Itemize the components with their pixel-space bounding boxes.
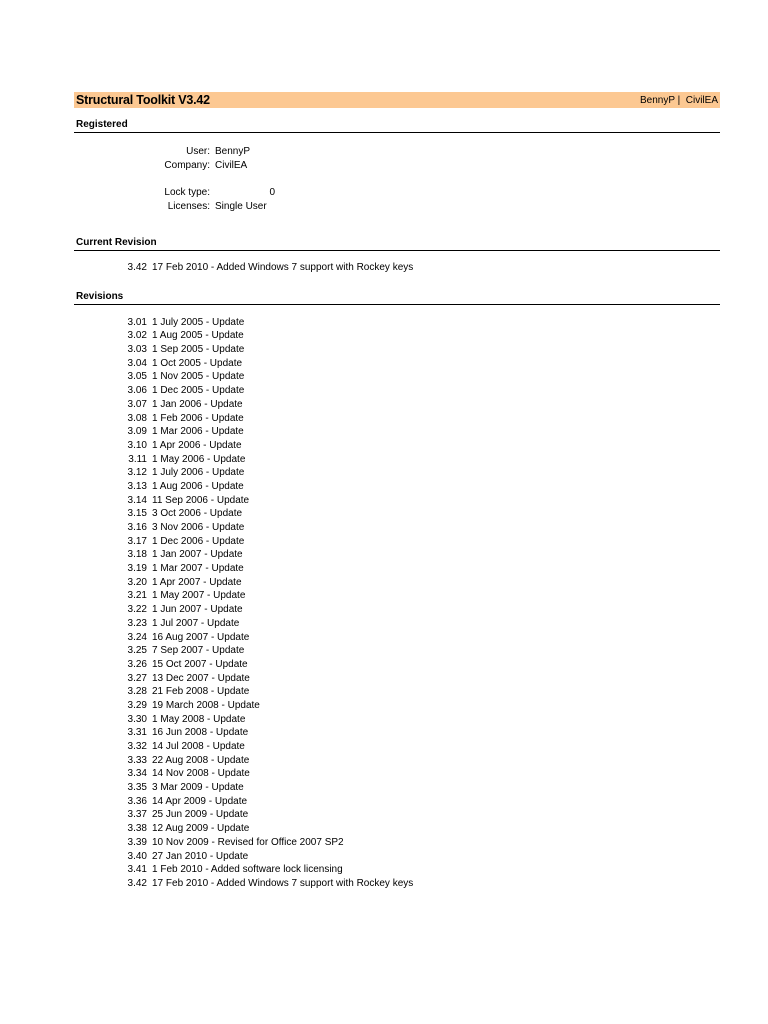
page-title: Structural Toolkit V3.42 [76, 93, 210, 107]
revision-description: 1 Oct 2005 - Update [152, 357, 243, 369]
revision-description: 1 Aug 2006 - Update [152, 480, 244, 492]
revision-row [74, 713, 720, 727]
revision-row [74, 767, 720, 781]
revision-version: 3.28 [127, 686, 147, 698]
revision-version: 3.02 [127, 330, 147, 342]
revision-description: 3 Nov 2006 - Update [152, 522, 245, 533]
revision-row [74, 658, 720, 672]
revision-version: 3.18 [127, 549, 147, 561]
revision-version: 3.13 [127, 480, 147, 492]
revision-description: 1 Jun 2007 - Update [152, 604, 243, 616]
revision-version: 3.39 [127, 836, 147, 848]
current-revision-version: 3.42 [127, 262, 147, 273]
revision-description: 1 Jul 2007 - Update [152, 617, 240, 629]
registration-details [74, 145, 720, 213]
revision-row [74, 685, 720, 699]
revision-row [74, 699, 720, 713]
lock-type-label: Lock type: [164, 187, 210, 198]
document-page [74, 92, 720, 891]
revision-version: 3.41 [127, 864, 147, 876]
user-value: BennyP [215, 146, 251, 157]
current-revision-description: 17 Feb 2010 - Added Windows 7 support with Rockey keys [152, 262, 414, 273]
revision-row [74, 562, 720, 576]
company-row [74, 159, 720, 173]
revision-description: 11 Sep 2006 - Update [152, 494, 250, 506]
revision-version: 3.10 [127, 439, 147, 451]
revision-row [74, 754, 720, 768]
revision-version: 3.35 [127, 782, 147, 794]
revision-row [74, 781, 720, 795]
revision-row [74, 726, 720, 740]
revision-row [74, 425, 720, 439]
revision-version: 3.29 [127, 699, 147, 711]
revision-row [74, 644, 720, 658]
lock-type-value: 0 [269, 187, 275, 198]
section-heading-registered: Registered [74, 119, 720, 133]
current-revision [74, 261, 720, 275]
revision-description: 27 Jan 2010 - Update [152, 850, 249, 862]
spacer [74, 172, 720, 186]
revision-version: 3.19 [127, 563, 147, 575]
revision-version: 3.42 [127, 877, 147, 889]
revision-description: 19 March 2008 - Update [152, 699, 260, 711]
revision-description: 1 May 2008 - Update [152, 713, 246, 725]
revision-row [74, 548, 720, 562]
revision-version: 3.32 [127, 741, 147, 752]
user-company-label: BennyP | CivilEA [639, 94, 718, 106]
revision-row [74, 480, 720, 494]
revision-version: 3.01 [127, 316, 147, 328]
revision-row [74, 439, 720, 453]
revision-version: 3.20 [127, 576, 147, 588]
revision-version: 3.37 [127, 809, 147, 821]
revision-row [74, 343, 720, 357]
revision-description: 10 Nov 2009 - Revised for Office 2007 SP2 [152, 836, 344, 848]
revision-version: 3.04 [127, 357, 147, 369]
revision-row [74, 836, 720, 850]
revision-row [74, 795, 720, 809]
revision-description: 21 Feb 2008 - Update [152, 686, 250, 698]
revision-description: 25 Jun 2009 - Update [152, 809, 249, 821]
revision-row [74, 672, 720, 686]
revision-list [74, 316, 720, 891]
revision-description: 1 May 2006 - Update [152, 453, 246, 465]
revision-description: 1 Apr 2006 - Update [152, 439, 242, 451]
revision-row [74, 808, 720, 822]
revision-description: 1 Dec 2006 - Update [152, 535, 245, 547]
revision-row [74, 329, 720, 343]
revision-description: 1 Dec 2005 - Update [152, 385, 245, 397]
revision-description: 16 Jun 2008 - Update [152, 727, 249, 739]
revision-row [74, 877, 720, 891]
revision-row [74, 466, 720, 480]
revision-row [74, 863, 720, 877]
revision-version: 3.33 [127, 754, 147, 766]
section-heading-current-revision: Current Revision [74, 237, 720, 251]
user-label: User: [186, 146, 210, 157]
revision-description: 14 Nov 2008 - Update [152, 768, 250, 780]
revision-description: 1 Jan 2007 - Update [152, 549, 243, 561]
revision-description: 1 Feb 2006 - Update [152, 412, 244, 424]
company-label: Company: [164, 159, 210, 171]
revision-version: 3.36 [127, 795, 147, 807]
revision-version: 3.26 [127, 658, 147, 670]
revision-description: 1 Nov 2005 - Update [152, 371, 245, 383]
revision-description: 16 Aug 2007 - Update [152, 631, 250, 643]
revision-version: 3.38 [127, 823, 147, 835]
revision-description: 1 Aug 2005 - Update [152, 330, 244, 342]
revision-version: 3.17 [127, 535, 147, 547]
revision-row [74, 398, 720, 412]
user-row [74, 145, 720, 159]
revision-version: 3.34 [127, 768, 147, 780]
revision-version: 3.21 [127, 590, 147, 602]
revision-version: 3.05 [127, 371, 147, 383]
revision-version: 3.16 [127, 522, 147, 533]
revision-row [74, 521, 720, 535]
revision-row [74, 507, 720, 521]
revision-description: 1 Sep 2005 - Update [152, 344, 245, 356]
revision-version: 3.08 [127, 412, 147, 424]
licenses-value: Single User [215, 200, 267, 212]
revision-description: 1 Feb 2010 - Added software lock licensing [152, 864, 343, 876]
revision-version: 3.25 [127, 645, 147, 657]
revision-version: 3.30 [127, 713, 147, 725]
revision-row [74, 822, 720, 836]
revision-description: 1 Mar 2006 - Update [152, 426, 244, 438]
revision-description: 1 Mar 2007 - Update [152, 563, 244, 575]
revision-row [74, 603, 720, 617]
revision-row [74, 384, 720, 398]
revision-row [74, 740, 720, 754]
revision-version: 3.09 [127, 426, 147, 438]
revision-description: 7 Sep 2007 - Update [152, 645, 245, 657]
revision-description: 13 Dec 2007 - Update [152, 672, 250, 684]
revision-version: 3.40 [127, 850, 147, 862]
licenses-row [74, 200, 720, 214]
revision-row [74, 589, 720, 603]
revision-row [74, 535, 720, 549]
revision-row [74, 412, 720, 426]
revision-row [74, 357, 720, 371]
revision-row [74, 617, 720, 631]
revision-description: 1 Apr 2007 - Update [152, 576, 242, 588]
revision-version: 3.07 [127, 398, 147, 410]
revision-row [74, 316, 720, 330]
revision-description: 1 May 2007 - Update [152, 590, 246, 602]
revision-description: 1 July 2006 - Update [152, 467, 245, 479]
section-heading-revisions: Revisions [74, 291, 720, 305]
revision-version: 3.03 [127, 344, 147, 356]
lock-type-row [74, 186, 720, 200]
title-bar [74, 92, 720, 108]
revision-version: 3.14 [127, 494, 147, 506]
revision-version: 3.06 [127, 385, 147, 397]
revision-description: 22 Aug 2008 - Update [152, 754, 250, 766]
revision-row [74, 370, 720, 384]
revision-description: 14 Jul 2008 - Update [152, 741, 245, 752]
revision-version: 3.12 [127, 467, 147, 479]
revision-description: 3 Mar 2009 - Update [152, 782, 244, 794]
revision-description: 1 Jan 2006 - Update [152, 398, 243, 410]
revision-description: 17 Feb 2010 - Added Windows 7 support with Rockey keys [152, 877, 414, 889]
licenses-label: Licenses: [167, 200, 210, 212]
revision-version: 3.23 [127, 617, 147, 629]
revision-version: 3.22 [127, 604, 147, 616]
revision-version: 3.24 [127, 631, 147, 643]
revision-version: 3.11 [128, 453, 147, 465]
revision-description: 12 Aug 2009 - Update [152, 823, 250, 835]
revision-description: 14 Apr 2009 - Update [152, 795, 248, 807]
revision-version: 3.31 [127, 727, 147, 739]
revision-description: 3 Oct 2006 - Update [152, 508, 243, 520]
revision-description: 15 Oct 2007 - Update [152, 658, 248, 670]
revision-description: 1 July 2005 - Update [152, 316, 245, 328]
revision-version: 3.27 [127, 672, 147, 684]
current-revision-line [74, 261, 720, 275]
revision-version: 3.15 [127, 508, 147, 520]
revision-row [74, 453, 720, 467]
revision-row [74, 494, 720, 508]
revision-row [74, 850, 720, 864]
company-value: CivilEA [215, 159, 248, 171]
revision-row [74, 576, 720, 590]
revision-row [74, 631, 720, 645]
